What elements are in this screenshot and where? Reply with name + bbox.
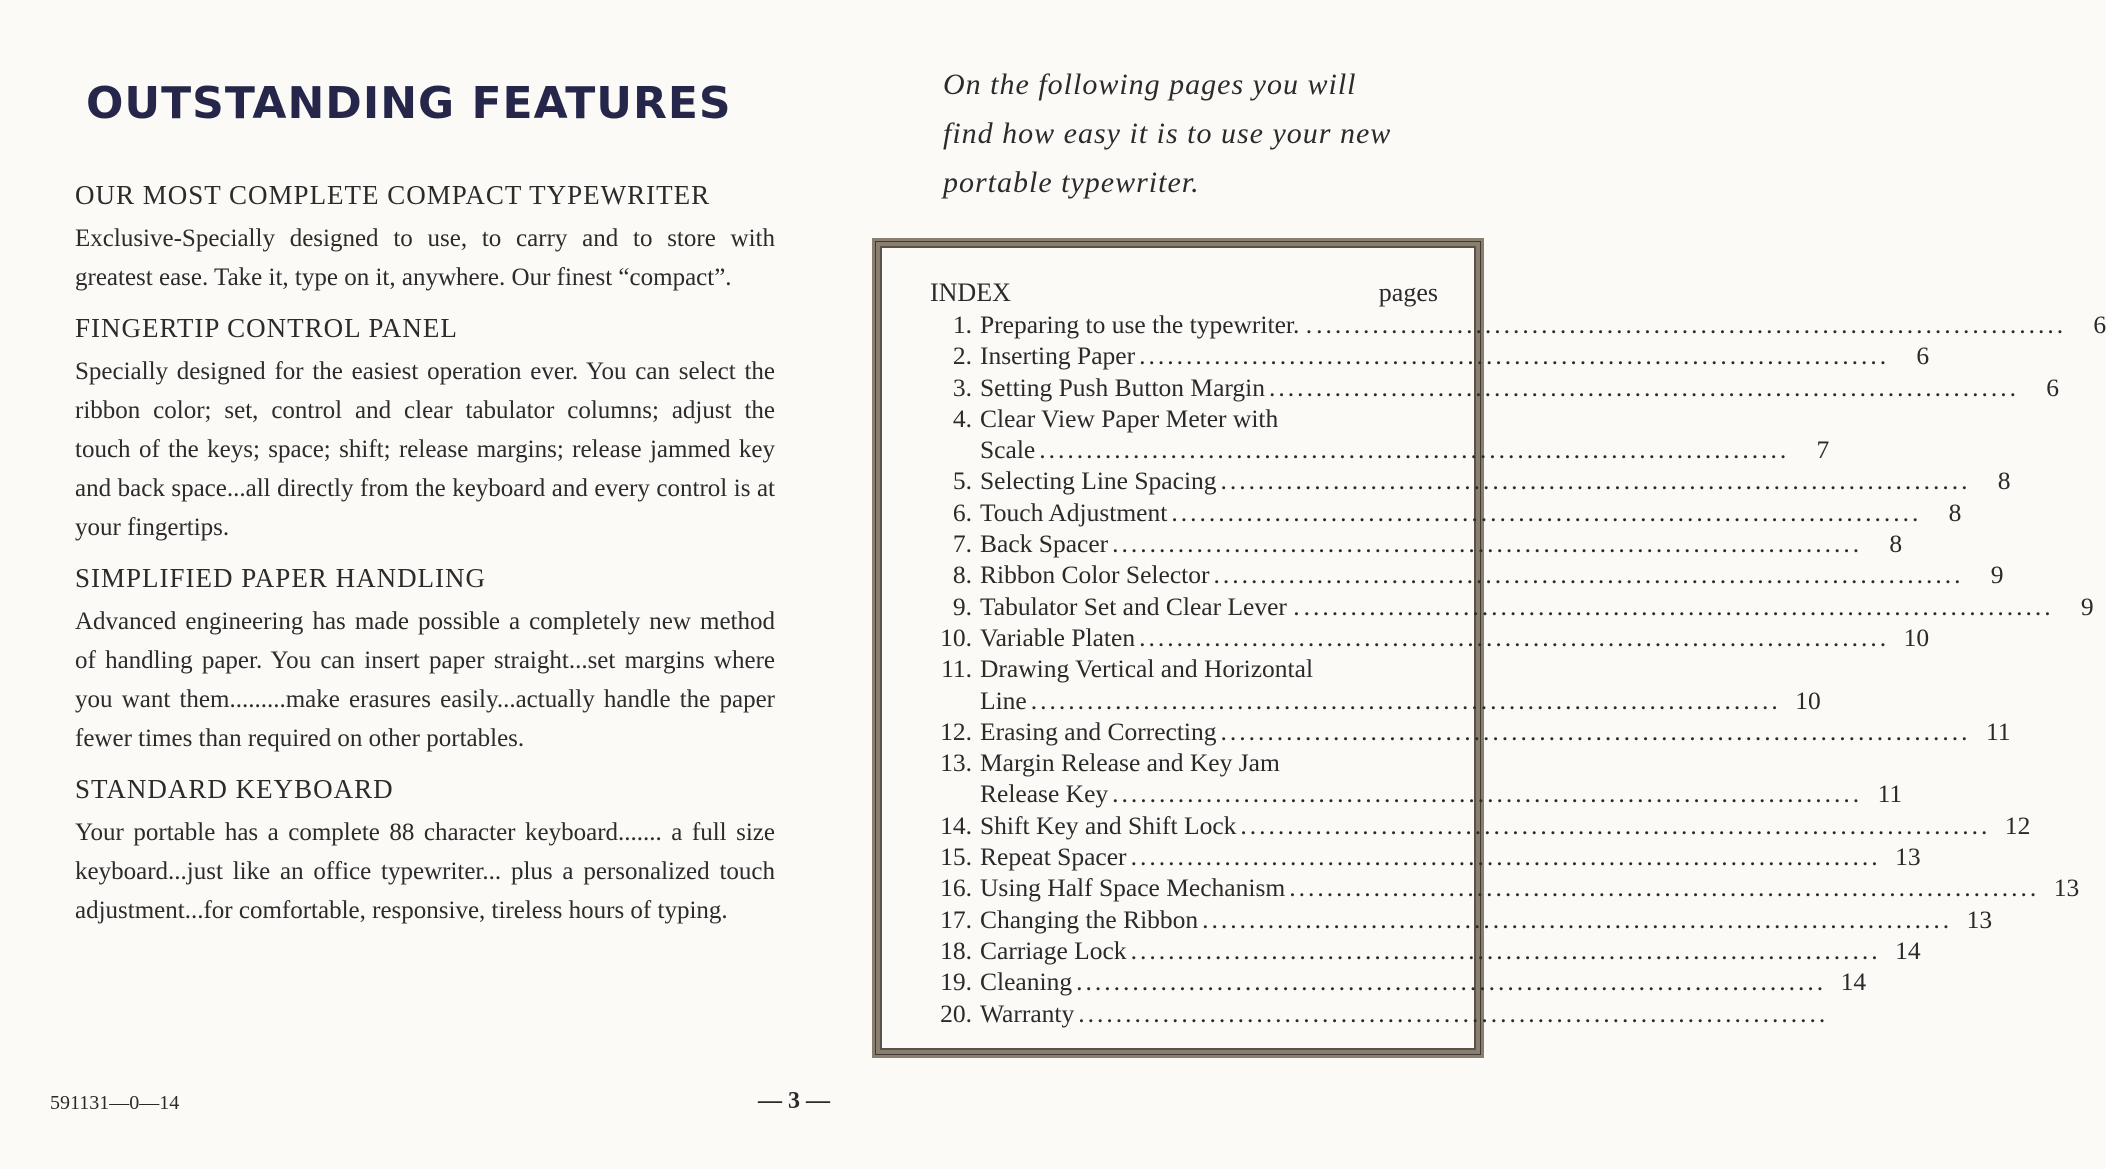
section-body: Your portable has a complete 88 character keyboard....... a full size keyboard...just like an office typewriter... plus a personalized touch adjustment...for comfortable, responsive, tireless hours of typing. <box>75 819 775 924</box>
index-row-page: 9 <box>1990 560 2004 590</box>
index-row-number: 2. <box>952 341 972 371</box>
index-row <box>928 716 2011 748</box>
index-row <box>928 998 1829 1030</box>
section-body: Exclusive-Specially designed to use, to carry and to store with greatest ease. Take it, type on it, anywhere. Our finest “compact”. <box>75 225 775 291</box>
index-row-label: Warranty <box>980 998 1075 1028</box>
index-row-number: 10. <box>940 622 972 652</box>
index-row-number: 15. <box>940 842 972 872</box>
index-row-page: 11 <box>1877 779 1903 809</box>
index-row-label: Release Key <box>980 779 1109 809</box>
index-row <box>928 904 1993 936</box>
section-heading: STANDARD KEYBOARD <box>75 774 394 804</box>
index-row-label: Back Spacer <box>980 529 1109 559</box>
index-row <box>928 622 1930 654</box>
index-row-leader: ................................................................................ <box>1289 873 2040 903</box>
index-row-label: Line <box>980 685 1027 715</box>
index-row-leader: ................................................................................ <box>1076 967 1827 997</box>
feature-section <box>75 563 775 758</box>
index-row-number: 12. <box>940 716 972 746</box>
features-column <box>75 180 775 946</box>
index-row <box>928 529 1903 560</box>
index-row-label: Preparing to use the typewriter. . <box>980 310 1313 339</box>
index-row <box>928 372 2060 404</box>
index-row-label: Inserting Paper <box>980 341 1136 371</box>
index-pages-label: pages <box>1378 278 1438 307</box>
index-row-page: 6 <box>2046 372 2060 402</box>
index-row-page: 9 <box>2080 591 2094 621</box>
index-row-leader: ................................................................................ <box>1112 529 1863 559</box>
index-row-number: 20. <box>940 998 972 1028</box>
index-row-leader: ................................................................................ <box>1202 904 1953 934</box>
index-row-page: 13 <box>1895 842 1921 872</box>
index-row-leader: ................................................................................ <box>1213 560 1964 590</box>
index-row <box>928 873 2080 904</box>
index-row-page: 8 <box>1889 529 1903 559</box>
index-row-leader: ................................................................................ <box>1112 779 1863 809</box>
intro-text: On the following pages you will find how easy it is to use your new portable typewriter. <box>943 68 1392 199</box>
index-row <box>928 810 2031 842</box>
index-row-leader: ................................................................................ <box>1139 341 1890 371</box>
index-row-number: 7. <box>952 529 972 559</box>
page-title: OUTSTANDING FEATURES <box>86 78 732 129</box>
index-row-page: 14 <box>1840 967 1867 997</box>
index-row-leader: ................................................................................ <box>1240 810 1991 840</box>
index-row-number: 6. <box>952 497 972 527</box>
index-row-leader: ................................................................................ <box>1039 435 1790 465</box>
index-row-label: Erasing and Correcting <box>980 716 1217 746</box>
index-row-label: Using Half Space Mechanism <box>980 873 1286 903</box>
index-row <box>928 466 2011 497</box>
index-row-number: 5. <box>952 466 972 496</box>
index-row-number: 8. <box>952 560 972 590</box>
index-row-number: 3. <box>952 372 972 402</box>
index-row-page: 12 <box>2004 810 2031 840</box>
index-row <box>928 779 1903 810</box>
feature-section <box>75 774 775 930</box>
index-row-page: 8 <box>1997 466 2011 496</box>
index-row <box>928 591 2094 623</box>
index-row <box>928 967 1867 998</box>
index-row-number: 16. <box>940 873 972 903</box>
index-row-number: 18. <box>940 935 972 965</box>
index-row-label: Ribbon Color Selector <box>980 560 1210 590</box>
index-box <box>872 238 2106 1058</box>
index-row-label: Repeat Spacer <box>980 842 1127 872</box>
feature-section <box>75 180 775 297</box>
index-row-number: 19. <box>940 967 972 997</box>
index-row-label: Clear View Paper Meter with <box>980 403 1279 433</box>
index-row-page: 7 <box>1816 435 1830 465</box>
index-row-label: Touch Adjustment <box>980 497 1168 527</box>
index-row-number: 11. <box>941 654 972 684</box>
index-row-page: 10 <box>1795 685 1821 715</box>
index-list <box>928 310 2106 1030</box>
index-row-number: 9. <box>952 591 972 621</box>
index-row-page: 6 <box>1916 341 1930 371</box>
document-code: 591131—0—14 <box>50 1092 180 1114</box>
section-heading: FINGERTIP CONTROL PANEL <box>75 313 458 343</box>
index-row-label: Shift Key and Shift Lock <box>980 810 1237 840</box>
index-row-number: 4. <box>952 403 972 433</box>
index-row-number: 14. <box>940 810 972 840</box>
index-row-page: 10 <box>1903 622 1930 652</box>
index-row-leader: ................................................................................ <box>1220 466 1971 496</box>
index-row <box>928 435 1830 466</box>
index-row-label: Carriage Lock <box>980 935 1127 965</box>
index-row-leader: ................................................................................ <box>1269 372 2020 402</box>
index-row-page: 11 <box>1985 716 2011 746</box>
section-heading: SIMPLIFIED PAPER HANDLING <box>75 563 487 593</box>
index-row-label: Variable Platen <box>980 622 1136 652</box>
index-row <box>928 842 1921 873</box>
index-row-number: 1. <box>952 310 972 339</box>
index-row-label: Changing the Ribbon <box>980 904 1199 934</box>
index-row-leader: ................................................................................ <box>1030 685 1781 715</box>
index-row-page: 13 <box>1966 904 1993 934</box>
index-row <box>928 310 2106 341</box>
index-row-label: Cleaning <box>980 967 1073 997</box>
index-row-number: 13. <box>940 748 972 778</box>
section-body: Specially designed for the easiest operation ever. You can select the ribbon color; set, control and clear tabulator columns; adjust the touch of the keys; space; shift; release margins; release jammed key and back space...all directly from the keyboard and every control is at your fingertips. <box>75 358 775 541</box>
index-row <box>928 654 1440 685</box>
index-row-leader: ................................................................................ <box>1220 716 1971 746</box>
index-row-label: Drawing Vertical and Horizontal <box>980 654 1314 684</box>
page-number: — 3 — <box>758 1088 830 1114</box>
index-row-label: Selecting Line Spacing <box>980 466 1217 496</box>
index-row <box>928 404 1440 435</box>
section-body: Advanced engineering has made possible a completely new method of handling paper. You can insert paper straight...set margins where you want them.........make erasures easily...actually handle the paper fewer times than required on other portables. <box>75 608 775 752</box>
index-row-label: Setting Push Button Margin <box>980 372 1266 402</box>
index-title: INDEX <box>930 278 1011 307</box>
section-heading: OUR MOST COMPLETE COMPACT TYPEWRITER <box>75 180 711 210</box>
index-row <box>928 341 1930 372</box>
index-row-page: 14 <box>1895 935 1921 965</box>
feature-section <box>75 313 775 547</box>
index-row-page: 8 <box>1948 497 1962 527</box>
index-row <box>928 935 1921 967</box>
index-row-page: 6 <box>2093 310 2106 339</box>
index-row-leader: ................................................................................ <box>1078 998 1829 1028</box>
index-row-number: 17. <box>940 904 972 934</box>
index-row <box>928 748 1440 779</box>
index-row-page: 13 <box>2053 873 2080 903</box>
index-row-label: Scale <box>980 435 1036 465</box>
index-row <box>928 497 1962 529</box>
index-row-leader: ................................................................................ <box>1171 497 1922 527</box>
index-row-leader: ................................................................................ <box>1130 935 1881 965</box>
index-row-leader: ................................................................................ <box>1139 622 1890 652</box>
index-row <box>928 560 2004 591</box>
index-row <box>928 685 1821 717</box>
index-row-leader: ................................................................................ <box>1130 842 1881 872</box>
index-row-label: Margin Release and Key Jam <box>980 748 1280 778</box>
index-row-leader: ................................................................................ <box>1316 310 2067 339</box>
index-row-label: Tabulator Set and Clear Lever . <box>980 591 1300 621</box>
index-row-leader: ................................................................................ <box>1303 591 2054 621</box>
